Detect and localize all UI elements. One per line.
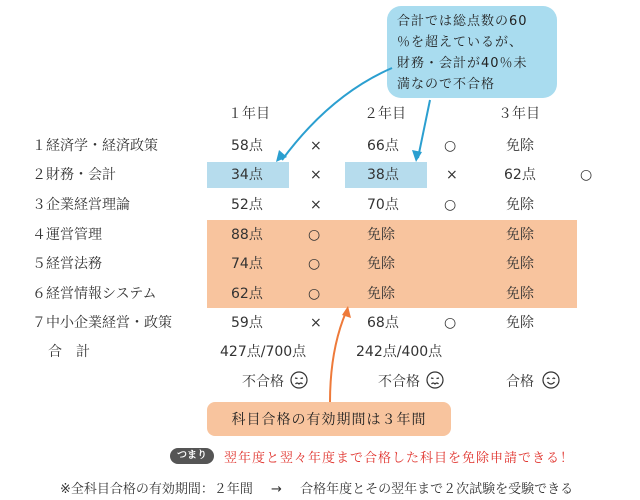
subject-name: ５経営法務 xyxy=(32,256,102,272)
callout-line-1: 合計では総点数の60 xyxy=(397,14,528,29)
score-y3: 免除 xyxy=(506,256,534,272)
year-header-3: ３年目 xyxy=(498,106,540,122)
callout-line-4: 満なので不合格 xyxy=(397,77,496,92)
total-label: 合 計 xyxy=(48,344,90,360)
mark-y2: ○ xyxy=(444,315,457,331)
mark-y2: ○ xyxy=(444,197,457,213)
score-y1: 52点 xyxy=(231,197,263,213)
result-y2-text: 不合格 xyxy=(378,374,420,390)
subject-name: ２財務・会計 xyxy=(32,167,116,183)
score-y2: 68点 xyxy=(367,315,399,331)
score-y2: 70点 xyxy=(367,197,399,213)
score-y3: 62点 xyxy=(504,167,536,183)
score-y2: 免除 xyxy=(367,256,395,272)
result-y2 xyxy=(378,371,444,392)
result-y3 xyxy=(506,371,560,392)
arrow-right-icon: → xyxy=(271,482,282,497)
validity-period-text: 科目合格の有効期間は３年間 xyxy=(231,412,427,428)
year-header-1: １年目 xyxy=(228,106,270,122)
score-y3: 免除 xyxy=(506,138,534,154)
mark-y1: ○ xyxy=(308,256,321,272)
total-y1: 427点/700点 xyxy=(220,344,307,360)
mark-y1: × xyxy=(310,167,322,183)
score-y1: 88点 xyxy=(231,227,263,243)
score-y2: 免除 xyxy=(367,286,395,302)
subject-name: ３企業経営理論 xyxy=(32,197,130,213)
mark-y1: ○ xyxy=(308,227,321,243)
footnote-right: 合格年度とその翌年まで２次試験を受験できる xyxy=(300,482,574,497)
subject-name: ６経営情報システム xyxy=(32,286,157,302)
score-y1: 58点 xyxy=(231,138,263,154)
score-y3: 免除 xyxy=(506,286,534,302)
footnote xyxy=(60,478,573,497)
mark-y1: × xyxy=(310,197,322,213)
subject-name: １経済学・経済政策 xyxy=(32,138,158,154)
footnote-left: ※全科目合格の有効期間：２年間 xyxy=(60,482,253,497)
subject-name: ４運営管理 xyxy=(32,227,102,243)
score-y2: 38点 xyxy=(367,167,399,183)
score-y1: 59点 xyxy=(231,315,263,331)
score-y3: 免除 xyxy=(506,315,534,331)
mark-y1: × xyxy=(310,138,322,154)
mark-y1: × xyxy=(310,315,322,331)
mark-y3: ○ xyxy=(580,167,593,183)
score-y2: 66点 xyxy=(367,138,399,154)
sad-face-icon xyxy=(426,371,444,389)
callout-line-2: ％を超えているが、 xyxy=(397,35,524,50)
score-y1: 74点 xyxy=(231,256,263,272)
tsumari-badge: つまり xyxy=(170,448,214,464)
result-y1 xyxy=(242,371,308,392)
total-y2: 242点/400点 xyxy=(356,344,443,360)
result-y1-text: 不合格 xyxy=(242,374,284,390)
conclusion-text: 翌年度と翌々年度まで合格した科目を免除申請できる！ xyxy=(224,451,575,466)
mark-y2: × xyxy=(446,167,458,183)
smile-face-icon xyxy=(542,371,560,389)
score-y1: 62点 xyxy=(231,286,263,302)
score-y3: 免除 xyxy=(506,227,534,243)
mark-y1: ○ xyxy=(308,286,321,302)
result-y3-text: 合格 xyxy=(506,374,534,390)
score-y3: 免除 xyxy=(506,197,534,213)
mark-y2: ○ xyxy=(444,138,457,154)
score-y1: 34点 xyxy=(231,167,263,183)
sad-face-icon xyxy=(290,371,308,389)
callout-line-3: 財務・会計が40％未 xyxy=(397,56,528,71)
year-header-2: ２年目 xyxy=(364,106,406,122)
subject-name: ７中小企業経営・政策 xyxy=(32,315,172,331)
score-y2: 免除 xyxy=(367,227,395,243)
validity-period-box xyxy=(207,402,451,436)
